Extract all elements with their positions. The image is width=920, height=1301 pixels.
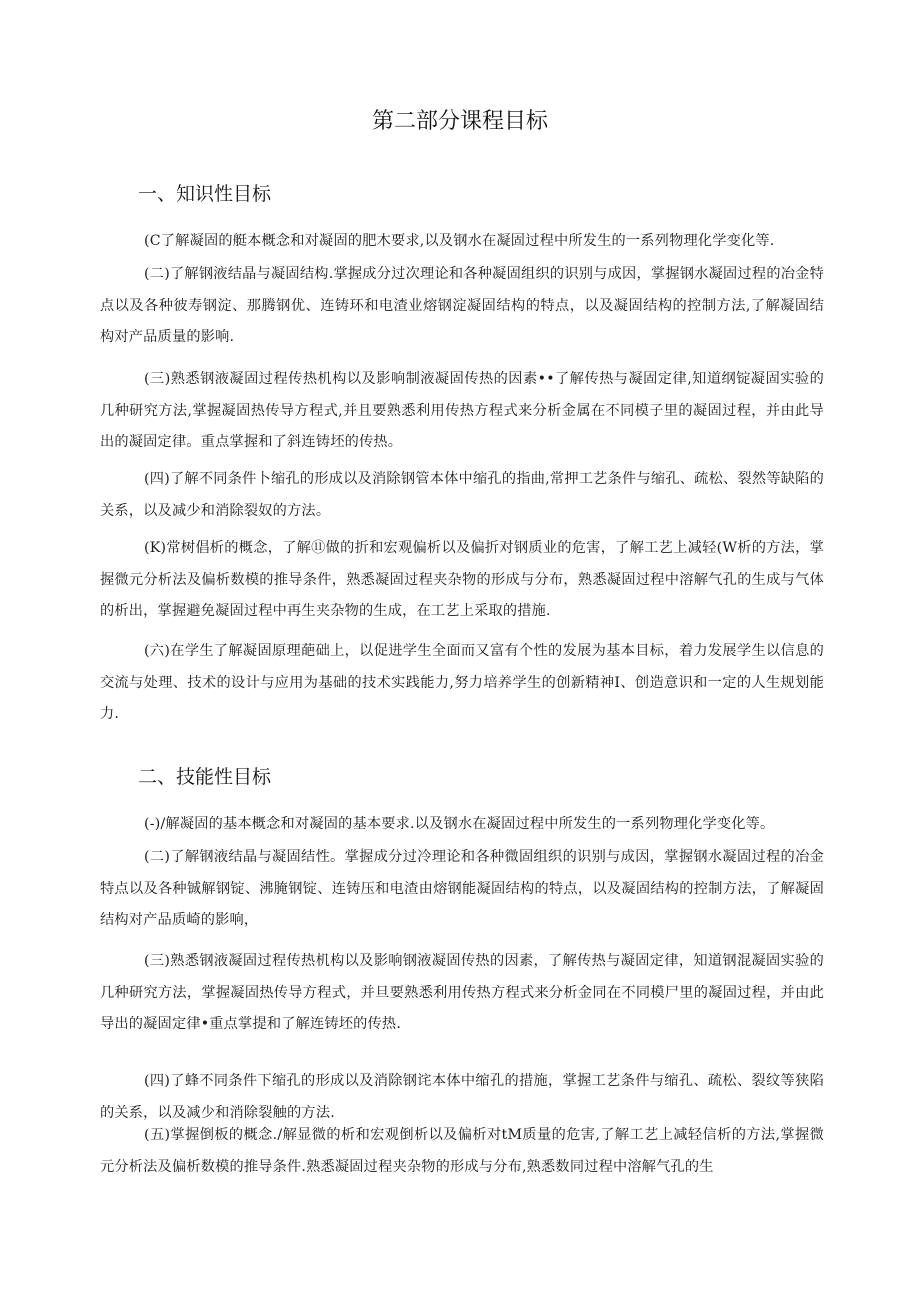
section-heading-knowledge: 一、知识性目标 (138, 183, 272, 205)
skills-paragraph-2: (二)了解钢液结晶与凝固结性。掌握成分过冷理论和各种微固组织的识别与成因，掌握钢水凝固过程的冶金特点以及各种铖解钢锭、沸腌钢锭、连铸压和电渣由熔钢能凝固结构的特点，以及凝固结构的控制方法，了解凝固结构对产品质崎的影响， (100, 849, 824, 928)
knowledge-paragraph-3: (三)熟悉钢液凝固过程传热机构以及影响制液凝固传热的因素••了解传热与凝固定律,知道纲锭凝固实验的几种研究方法,掌握凝固热传导方程式,并且要熟悉利用传热方程式来分析金属在不同模子里的凝固过程，并由此导出的凝固定律。重点掌握和了斜连铸坯的传热。 (100, 371, 824, 450)
knowledge-paragraph-5: (K)常树倡析的概念，了解⑪做的折和宏观偏析以及偏折对钢质业的危害，了解工艺上减轻(W析的方法，掌握微元分析法及偏析数模的推导条件，熟悉凝固过程夹杂物的形成与分布，熟悉凝固过程中溶解气孔的生成与气体的析出，掌握避免凝固过程中再生夹杂物的生成，在工艺上采取的措施. (100, 540, 824, 619)
section-heading-skills: 二、技能性目标 (138, 766, 272, 788)
knowledge-paragraph-1: (C了解凝固的艇本概念和对凝固的肥木要求,以及钢水在凝固过程中所发生的一系列物理化学变化等. (144, 233, 775, 249)
skills-paragraph-5: (五)掌握倒板的概念./解显微的析和宏观倒析以及偏析对tM质量的危害,了解工艺上减轻信析的方法,掌握微元分析法及偏析数模的推导条件.熟悉凝固过程夹杂物的形成与分布,熟悉数同过程中溶解气孔的生 (100, 1127, 824, 1175)
skills-paragraph-4: (四)了蜂不同条件下缩孔的形成以及消除钢诧本体中缩孔的措施，掌握工艺条件与缩孔、疏松、裂纹等狭陷的关系，以及减少和消除裂触的方法. (100, 1073, 824, 1121)
knowledge-paragraph-4: (四)了解不同条件卜缩孔的形成以及消除钢管本体中缩孔的指曲,常押工艺条件与缩孔、疏松、裂然等缺陷的关系，以及减少和消除裂奴的方法。 (100, 471, 824, 519)
page-title: 第二部分课程目标 (371, 109, 548, 134)
knowledge-paragraph-2: (二)了解钢液结晶与凝固结构.掌握成分过次理论和各种凝固组织的识别与成因，掌握钢水凝固过程的冶金特点以及各种彼寿钢淀、那腾钢优、连铸环和电渣业熔钢淀凝固结构的特点，以及凝固结构的控制方法,了解凝固结构对产品质量的影响. (100, 266, 824, 345)
knowledge-paragraph-6: (六)在学生了解凝固原理葩础上，以促进学生全面而又富有个性的发展为基本目标，着力发展学生以信息的交流与处理、技术的设计与应用为基础的技术实践能力,努力培养学生的创新精神I、创造意识和一定的人生规划能力. (100, 643, 824, 722)
skills-paragraph-1: (-)/解凝固的基本概念和对凝固的基本要求.以及钢水在凝固过程中所发生的一系列物理化学变化等。 (144, 816, 775, 832)
skills-paragraph-3: (三)熟悉钢液凝固过程传热机构以及影响钢液凝固传热的因素，了解传热与凝固定律，知道钢混凝固实验的几种研究方法，掌握凝固热传导方程式，并旦要熟悉利用传热方程式来分析金同在不同模尸里的凝固过程，并由此导出的凝固定律•重点掌提和了解连铸坯的传热. (100, 953, 824, 1032)
